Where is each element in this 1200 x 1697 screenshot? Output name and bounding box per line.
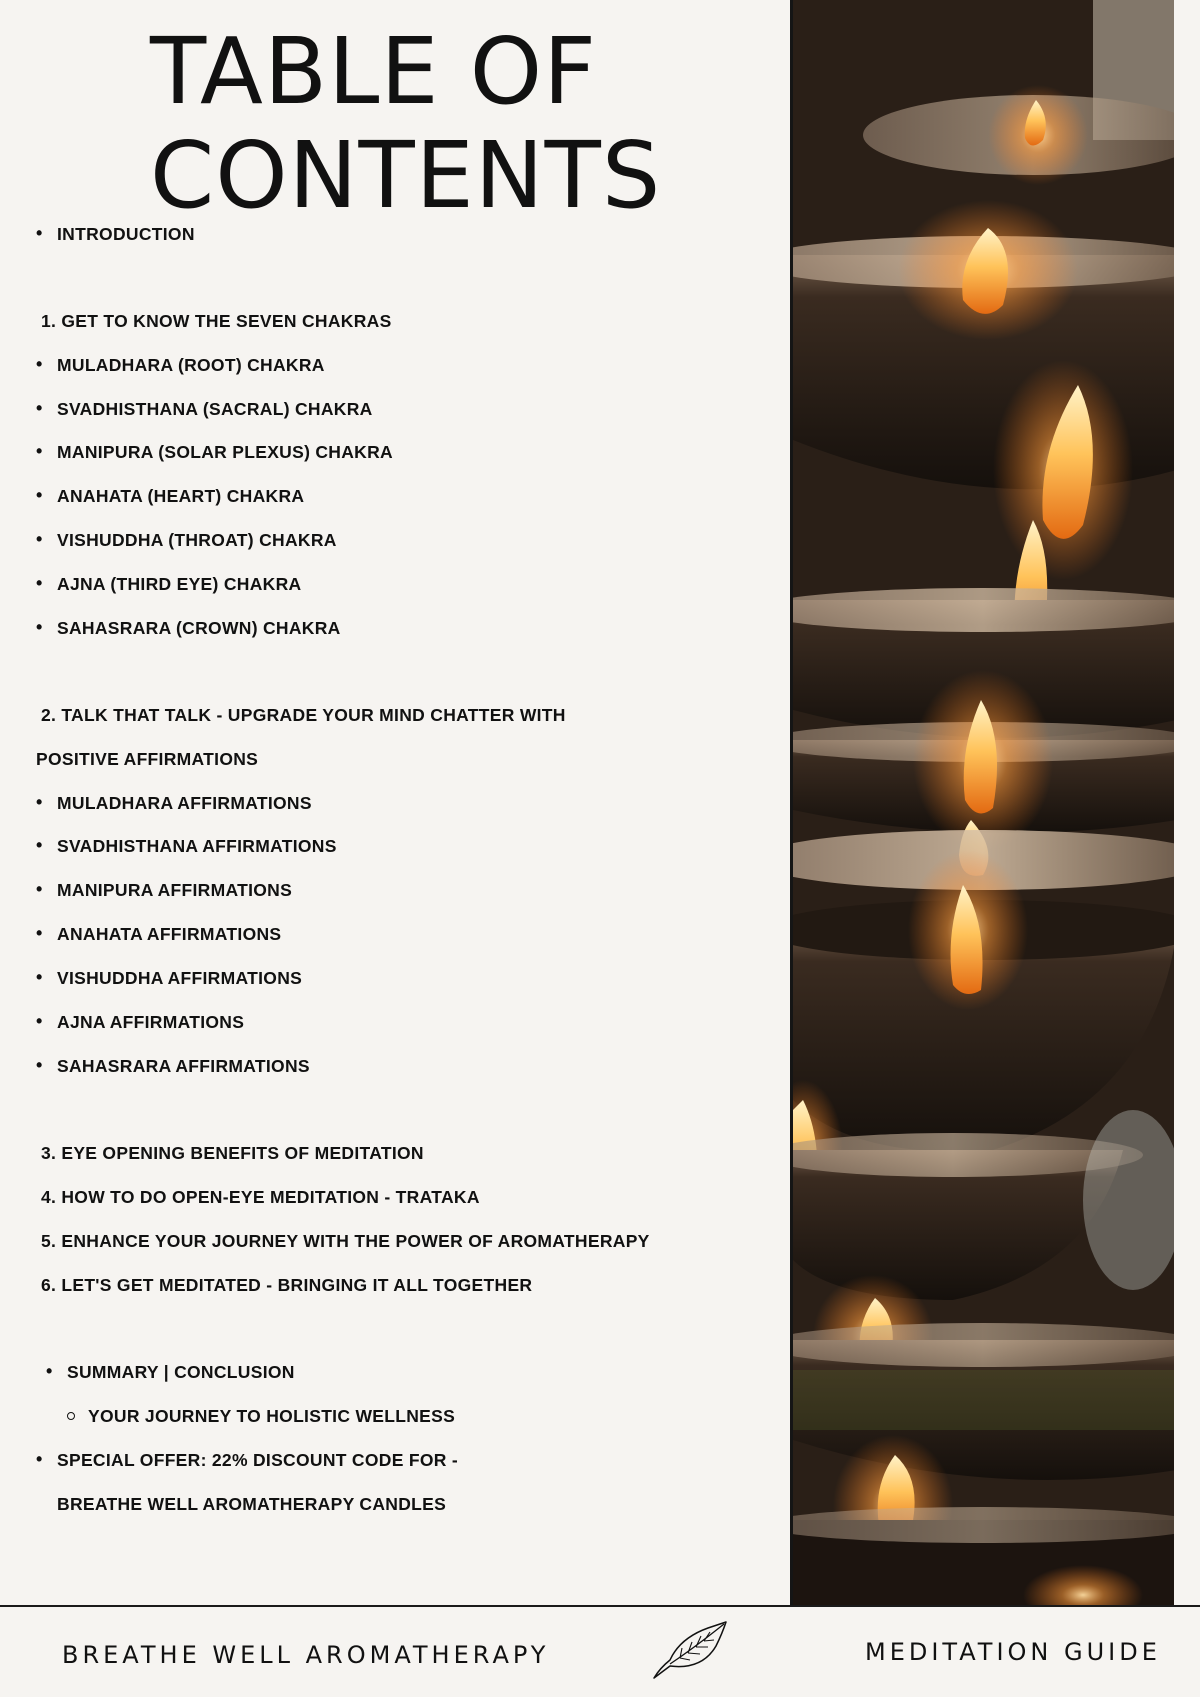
right-margin (1174, 0, 1200, 1605)
title-line-2: CONTENTS (150, 122, 662, 229)
toc-item[interactable]: • MULADHARA (ROOT) CHAKRA (57, 355, 325, 375)
toc-item[interactable]: BREATHE WELL AROMATHERAPY CANDLES (57, 1494, 447, 1514)
toc-item[interactable]: YOUR JOURNEY TO HOLISTIC WELLNESS (88, 1406, 456, 1426)
toc-item[interactable]: • SUMMARY | CONCLUSION (67, 1362, 295, 1382)
toc-item[interactable]: • VISHUDDHA AFFIRMATIONS (57, 968, 302, 988)
toc-item[interactable]: • SVADHISTHANA (SACRAL) CHAKRA (57, 399, 373, 419)
toc-item[interactable]: 3. EYE OPENING BENEFITS OF MEDITATION (41, 1143, 424, 1163)
footer-brand: BREATHE WELL AROMATHERAPY (62, 1641, 550, 1669)
toc-item[interactable]: • SAHASRARA (CROWN) CHAKRA (57, 618, 341, 638)
candle-lamps-photo (790, 0, 1177, 1605)
toc-item[interactable]: • MULADHARA AFFIRMATIONS (57, 793, 312, 813)
toc-item[interactable]: • AJNA AFFIRMATIONS (57, 1012, 244, 1032)
toc-item[interactable]: • ANAHATA (HEART) CHAKRA (57, 486, 304, 506)
toc-item[interactable]: • MANIPURA AFFIRMATIONS (57, 880, 292, 900)
toc-item[interactable]: • ANAHATA AFFIRMATIONS (57, 924, 281, 944)
leaf-icon (650, 1620, 730, 1682)
toc-item[interactable]: • SVADHISTHANA AFFIRMATIONS (57, 836, 337, 856)
candle-lamps-illustration (793, 0, 1177, 1605)
toc-item[interactable]: 2. TALK THAT TALK - UPGRADE YOUR MIND CHATTER WITH (41, 705, 566, 725)
toc-item[interactable]: • AJNA (THIRD EYE) CHAKRA (57, 574, 301, 594)
toc-item[interactable]: POSITIVE AFFIRMATIONS (36, 749, 259, 769)
toc-item[interactable]: 4. HOW TO DO OPEN-EYE MEDITATION - TRATAKA (41, 1187, 480, 1207)
toc-item[interactable]: • MANIPURA (SOLAR PLEXUS) CHAKRA (57, 442, 393, 462)
toc-item[interactable]: • SAHASRARA AFFIRMATIONS (57, 1056, 310, 1076)
title-line-1: TABLE OF (150, 18, 598, 125)
footer-title: MEDITATION GUIDE (865, 1638, 1161, 1666)
toc-item[interactable]: 5. ENHANCE YOUR JOURNEY WITH THE POWER OF AROMATHERAPY (41, 1231, 650, 1251)
footer-divider (0, 1605, 1200, 1607)
toc-item[interactable]: • VISHUDDHA (THROAT) CHAKRA (57, 530, 337, 550)
toc-item[interactable]: • INTRODUCTION (57, 224, 195, 244)
toc-item[interactable]: 6. LET'S GET MEDITATED - BRINGING IT ALL TOGETHER (41, 1275, 533, 1295)
toc-item[interactable]: 1. GET TO KNOW THE SEVEN CHAKRAS (41, 311, 392, 331)
toc-item[interactable]: • SPECIAL OFFER: 22% DISCOUNT CODE FOR - (57, 1450, 458, 1470)
